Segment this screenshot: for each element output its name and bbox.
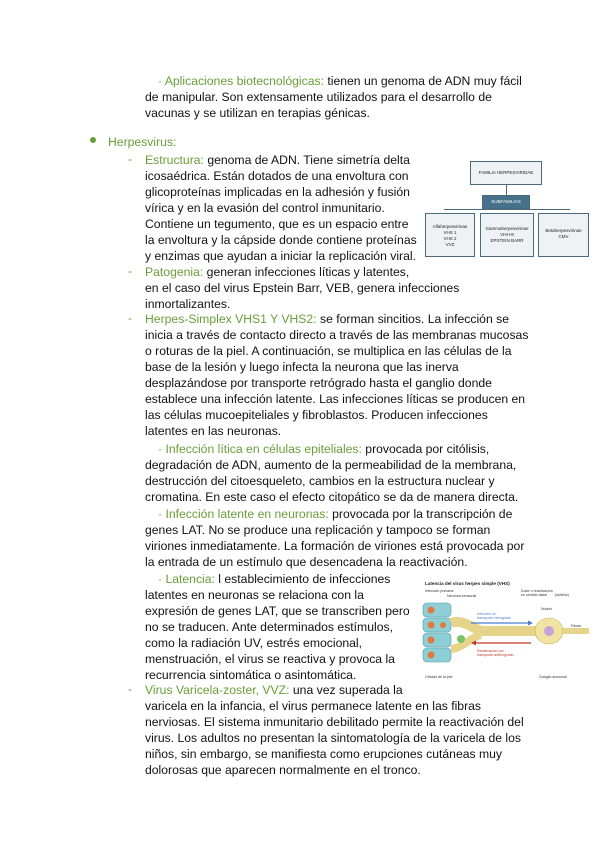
latency-diagram — [421, 579, 591, 683]
svg-text:Dolor o reactivación: Dolor o reactivación — [521, 589, 553, 593]
svg-text:Núcleo: Núcleo — [541, 607, 553, 611]
intro-line-2: de manipular. Son extensamente utilizados para el desarrollo de — [145, 90, 492, 104]
herpesviridae-diagram — [424, 157, 590, 259]
simplex-line-3: base de la lesión y luego infecta la neurona que las inerva — [145, 360, 459, 374]
svg-text:Fibras: Fibras — [571, 624, 581, 628]
latente-line-2: viriones inmediatamente. La formación de viriones está provocada por — [145, 539, 525, 553]
svg-text:Infección primaria: Infección primaria — [425, 589, 454, 593]
latente-line-1: genes LAT. No se produce una replicación y tampoco se forman — [145, 523, 491, 537]
simplex-line-5: establece una infección latente. Las infecciones líticas se producen en — [145, 392, 526, 406]
varicela-line-3: virus. Los adultos no presentan la sintomatología de la varicela de los — [145, 731, 522, 745]
svg-text:transporte retrógrado: transporte retrógrado — [477, 616, 511, 620]
svg-text:Ganglio sensorial: Ganglio sensorial — [539, 675, 567, 679]
svg-text:Neurona sensorial: Neurona sensorial — [447, 594, 477, 598]
patogenia-line-1: en el caso del virus Epstein Barr, VEB, genera infecciones — [145, 281, 460, 295]
estructura-line-4: Contiene un tegumento, que es un espacio entre — [145, 217, 409, 231]
simplex-line-2: o roturas de la piel. A continuación, se multiplica en las células de la — [145, 344, 512, 358]
svg-text:transporte anterógrado: transporte anterógrado — [477, 653, 514, 657]
latencia-line-4: como la radiación UV, estrés emocional, — [145, 636, 362, 650]
latente-line-3: la entrada de un estímulo que desencadena la reactivación. — [145, 555, 468, 569]
svg-text:Células de la piel: Células de la piel — [425, 675, 453, 679]
family-box: FAMILIA HERPESVIRIDAE — [470, 161, 542, 185]
simplex-line-4: desplazándose por transporte retrógrado hasta el ganglio donde — [145, 376, 492, 390]
intro-line-1: · Aplicaciones biotecnológicas: tienen un genoma de ADN muy fácil — [158, 74, 522, 88]
beta-box: Betaherpesvirinae CMV — [538, 213, 589, 257]
estructura-line-1: icosaédrica. Están dotados de una envoltura con — [145, 169, 409, 183]
latencia-line-3: no se traducen. Ante determinados estímulos, — [145, 620, 393, 634]
varicela-line-4: niños, sin embargo, se manifiesta como erupciones cutáneas muy — [145, 747, 503, 761]
intro-line-3: vacunas y se utilizan en terapias génicas. — [145, 106, 370, 120]
estructura-line-6: y enzimas que ayudan a iniciar la replicación viral. — [145, 249, 416, 263]
latencia-line-5: menstruación, el virus se reactiva y provoca la — [145, 652, 395, 666]
connector — [506, 185, 507, 195]
svg-text:Infección en: Infección en — [477, 612, 497, 616]
dash-marker: - — [128, 311, 132, 325]
latency-illustration — [421, 579, 591, 683]
section-title: Herpesvirus: — [108, 135, 177, 149]
litica-line-3: cromatina. En este caso el efecto citopático se da de manera directa. — [145, 490, 519, 504]
svg-text:Reactivación por: Reactivación por — [477, 649, 504, 653]
estructura-line-0: Estructura: genoma de ADN. Tiene simetría delta — [145, 153, 410, 167]
estructura-line-2: glicoproteínas implicadas en la adhesión y fusión — [145, 185, 410, 199]
latencia-line-2: expresión de genes LAT, que se transcriben pero — [145, 604, 410, 618]
dash-marker: - — [128, 682, 132, 696]
section-bullet — [90, 137, 96, 143]
varicela-line-0: Virus Varicela-zoster, VVZ: una vez superada la — [145, 683, 403, 697]
simplex-line-7: latentes en las neuronas. — [145, 424, 282, 438]
latencia-line-1: latentes en neuronas se relaciona con la — [145, 588, 364, 602]
estructura-line-3: vírica y en la evasión del control inmunitario. — [145, 201, 385, 215]
latente-line-0: · Infección latente en neuronas: provocada por la transcripción de — [158, 507, 513, 521]
latency-title: Latencia del virus herpes simple (VHS) — [425, 581, 510, 586]
varicela-line-5: dolorosas que aparecen normalmente en el tronco. — [145, 763, 421, 777]
skin-cells — [423, 603, 451, 662]
alfa-box: Alfaherpesvirinae VHS 1 VHS 2 VVZ — [425, 213, 475, 257]
svg-text:(epitelio): (epitelio) — [555, 593, 569, 597]
dash-marker: - — [128, 264, 132, 278]
subfamily-box: SUBFAMILIAS — [482, 195, 530, 209]
svg-text:en sentido distal: en sentido distal — [521, 593, 547, 597]
simplex-line-6: las células mucoepiteliales y fibroblastos. Producen infecciones — [145, 408, 488, 422]
connector — [444, 209, 570, 210]
latencia-line-0: · Latencia: l establecimiento de infecciones — [158, 572, 391, 586]
simplex-line-1: inicia a través de contacto directo a través de las membranas mucosas — [145, 328, 529, 342]
gamma-box: Gammaherpesvirinae VHH-8 EPSTEIN BARR — [480, 213, 534, 257]
litica-line-2: destrucción del citoesqueleto, cambios en la estructura nuclear y — [145, 474, 495, 488]
patogenia-line-0: Patogenia: generan infecciones líticas y latentes, — [145, 265, 410, 279]
varicela-line-2: nerviosas. El sistema inmunitario debilitado permite la reactivación del — [145, 715, 524, 729]
simplex-line-0: Herpes-Simplex VHS1 Y VHS2: se forman sincitios. La infección se — [145, 312, 509, 326]
litica-line-0: · Infección lítica en células epiteliales: provocada por citólisis, — [158, 442, 490, 456]
dash-marker: - — [128, 152, 132, 166]
latencia-line-6: recurrencia sintomática o asintomática. — [145, 668, 357, 682]
estructura-line-5: la envoltura y la cápside donde contiene proteínas — [145, 233, 417, 247]
varicela-line-1: varicela en la infancia, el virus permanece latente en las fibras — [145, 699, 482, 713]
litica-line-1: degradación de ADN, aumento de la permeabilidad de la membrana, — [145, 458, 517, 472]
patogenia-line-2: inmortalizantes. — [145, 297, 231, 311]
